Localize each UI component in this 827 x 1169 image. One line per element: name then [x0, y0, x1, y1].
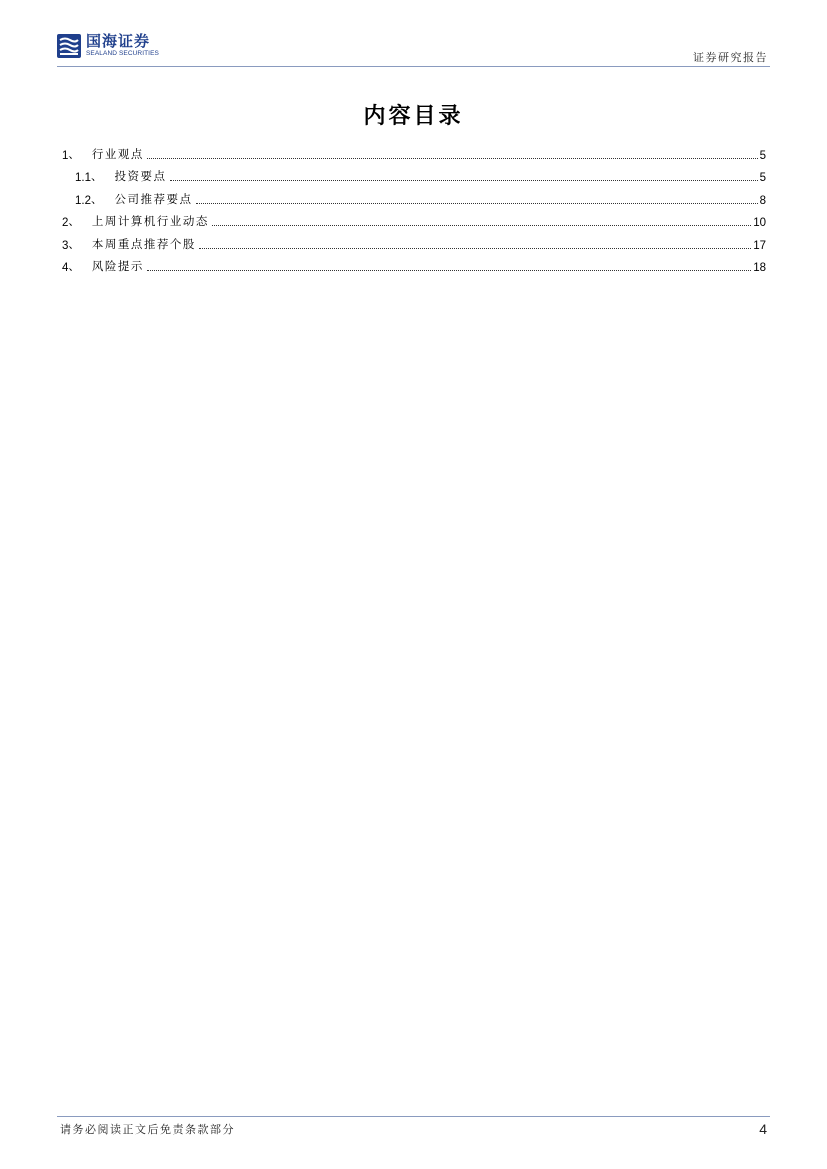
toc-dot-leader [147, 157, 758, 159]
toc-entry-page: 10 [753, 217, 766, 229]
toc-dot-leader [196, 202, 758, 204]
toc-entry[interactable] [62, 162, 766, 185]
footer-divider [57, 1116, 770, 1117]
toc-dot-leader [199, 247, 751, 249]
sealand-logo-icon [57, 34, 81, 58]
toc-entry-number: 3 [62, 239, 69, 252]
toc-entry-page: 5 [759, 172, 766, 184]
toc-entry-separator: 、 [68, 146, 80, 161]
brand-name-en: SEALAND SECURITIES [86, 50, 159, 58]
toc-entry-page: 5 [759, 149, 766, 162]
toc-entry-page: 17 [753, 239, 766, 252]
toc-entry-separator: 、 [68, 214, 80, 228]
toc-entry[interactable] [62, 207, 766, 230]
toc-entry-number: 1 [62, 149, 69, 162]
toc-entry-number: 1.1 [75, 172, 91, 184]
toc-entry-label: 公司推荐要点 [114, 191, 193, 206]
toc-entry-separator: 、 [68, 236, 80, 251]
toc-entry-page: 8 [759, 194, 766, 207]
toc-entry-number: 4 [62, 262, 69, 274]
toc-entry[interactable] [62, 139, 766, 162]
toc-entry[interactable] [62, 229, 766, 252]
toc-entry-number: 1.2 [75, 194, 91, 207]
toc-title: 内容目录 [363, 103, 464, 129]
document-type: 证券研究报告 [693, 51, 768, 64]
toc-entry-label: 风险提示 [91, 259, 144, 273]
page-number: 4 [759, 1121, 767, 1137]
toc-entry[interactable] [62, 184, 766, 207]
header-divider [57, 66, 770, 67]
toc-entry[interactable] [62, 252, 766, 275]
toc-entry-separator: 、 [91, 169, 103, 183]
brand-name-cn: 国海证券 [86, 32, 151, 51]
toc-entry-label: 本周重点推荐个股 [91, 236, 196, 251]
footer-disclaimer: 请务必阅读正文后免责条款部分 [60, 1123, 235, 1136]
company-logo [57, 34, 159, 58]
toc-entry-separator: 、 [91, 191, 103, 206]
toc-entry-number: 2 [62, 217, 69, 229]
toc-dot-leader [170, 179, 758, 181]
toc-dot-leader [212, 224, 751, 226]
toc-entry-label: 投资要点 [114, 169, 167, 183]
page-header [57, 34, 770, 64]
toc-dot-leader [147, 269, 751, 271]
toc-entry-separator: 、 [68, 259, 80, 273]
toc-entry-label: 上周计算机行业动态 [91, 214, 209, 228]
toc-entry-label: 行业观点 [91, 146, 144, 161]
table-of-contents [62, 139, 766, 274]
toc-entry-page: 18 [753, 262, 766, 274]
